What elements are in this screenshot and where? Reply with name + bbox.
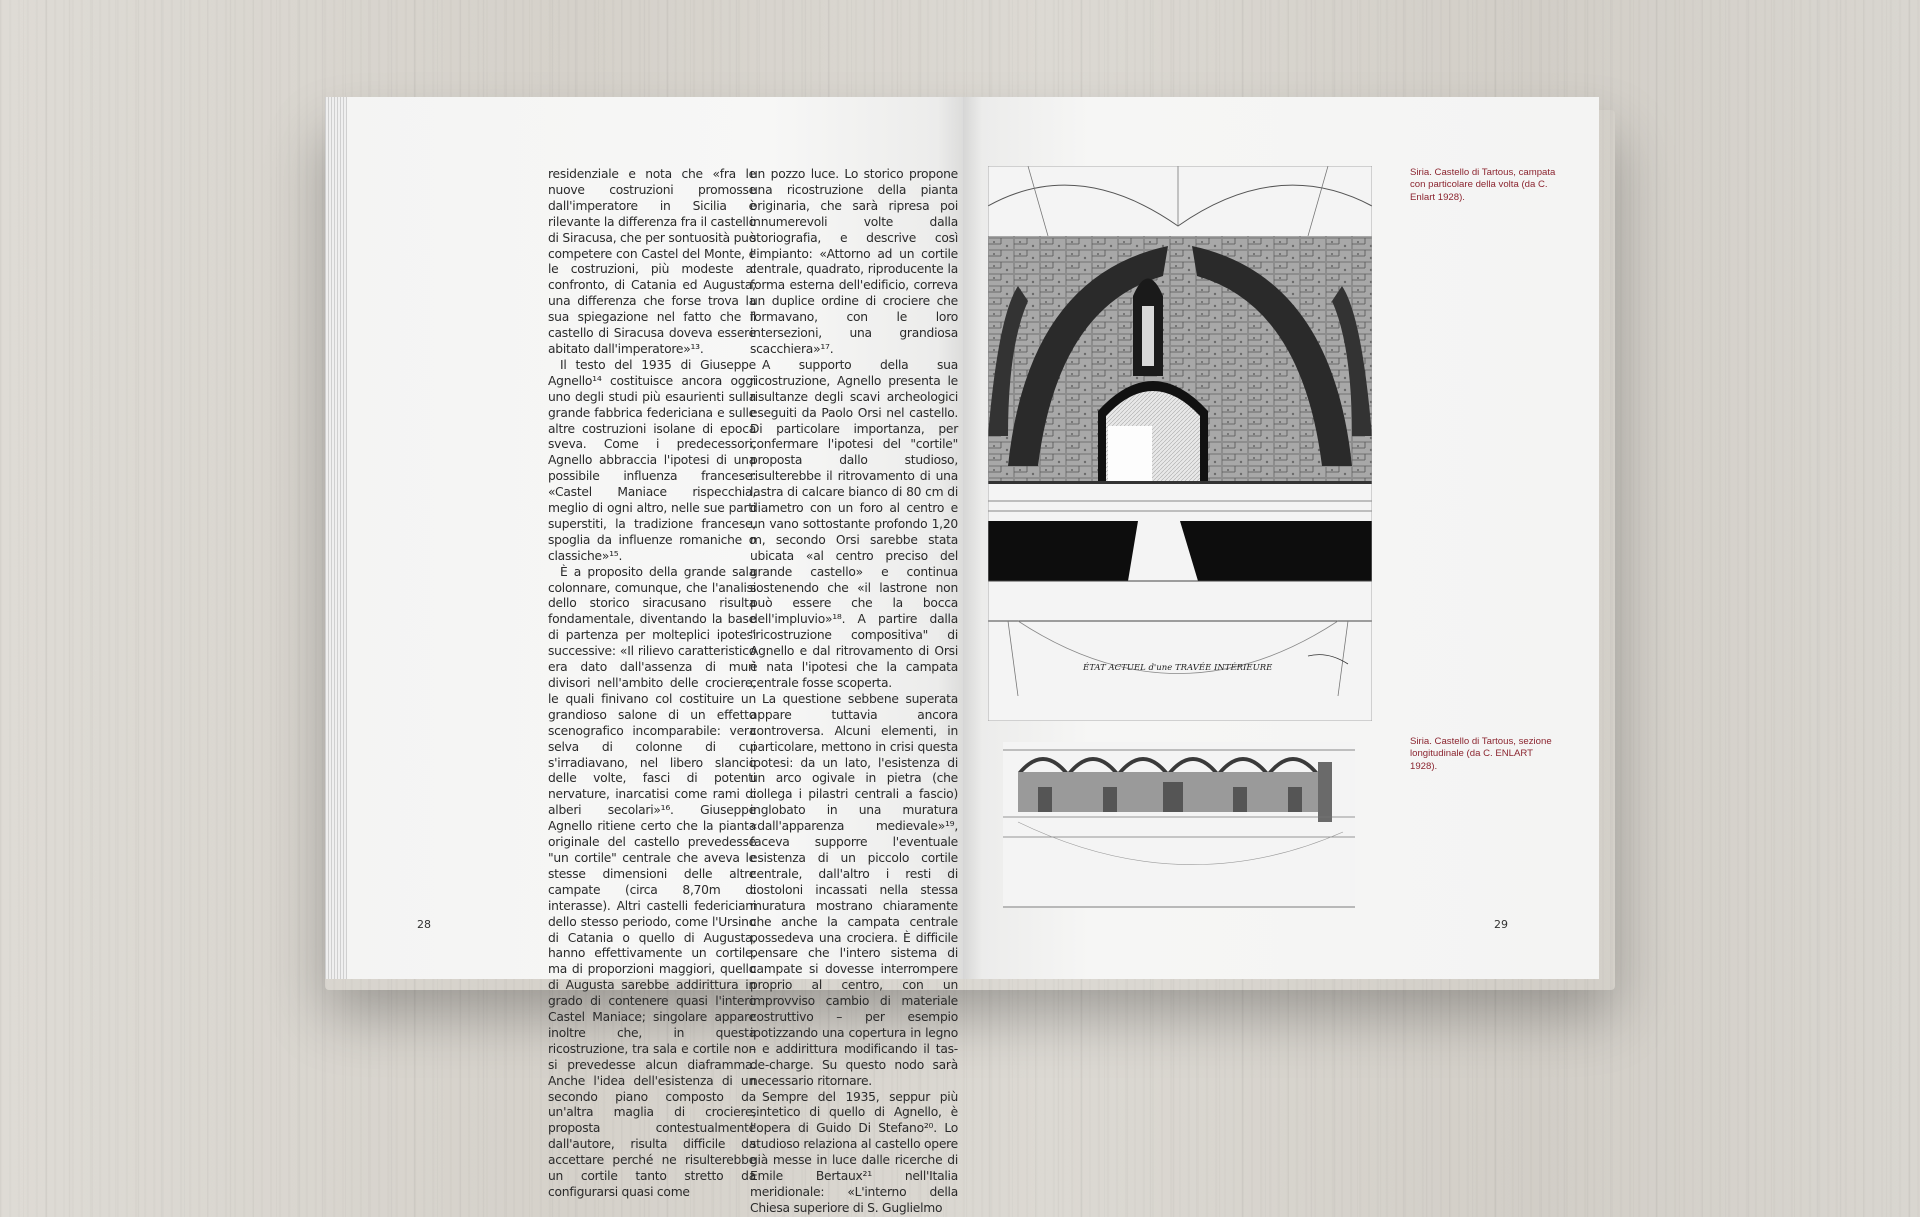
paragraph: un pozzo luce. Lo storico propone una ricostruzione della pianta originaria, che sarà ripresa poi innumerevoli volte dalla storiografia, e descrive così l'impianto: «Attorno ad un cortile centrale, quadrato, riproducente la forma esterna dell'edificio, correva un duplice ordine di crociere che formavano, con le loro intersezioni, una grandiosa scacchiera»¹⁷. (750, 167, 958, 356)
figure-caption-1: Siria. Castello di Tartous, campata con particolare della volta (da C. Enlart 1928). (1410, 167, 1556, 203)
paragraph: Il testo del 1935 di Giuseppe Agnello¹⁴ costituisce ancora oggi uno degli studi più esaurienti sulla grande fabbrica federiciana e sulle altre costruzioni isolane di epoca sveva. Come i predecessori, Agnello abbraccia l'ipotesi di una possibile influenza francese: «Castel Maniace rispecchia, meglio di ogni altro, nelle sue parti superstiti, la tradizione francese, spoglia da influenze romaniche o classiche»¹⁵. (548, 357, 756, 563)
page-edge-stack (325, 97, 347, 979)
paragraph: residenziale e nota che «fra le nuove costruzioni promosse dall'imperatore in Sicilia è rilevante la differenza fra il castello di Siracusa, che per sontuosità può competere con Castel del Monte, e le costruzioni, più modeste al confronto, di Catania ed Augusta; una differenza che forse trova la sua spiegazione nel fatto che il castello di Siracusa doveva essere abitato dall'imperatore»¹³. (548, 167, 756, 356)
figure-caption-2: Siria. Castello di Tartous, sezione longitudinale (da C. ENLART 1928). (1410, 736, 1552, 772)
paragraph: La questione sebbene superata appare tuttavia ancora controversa. Alcuni elementi, in particolare, mettono in crisi questa ipotesi: da un lato, l'esistenza di un arco ogivale in pietra (che collega i pilastri centrali a fascio) inglobato in una muratura «dall'apparenza medievale»¹⁹, faceva supporre l'eventuale esistenza di un piccolo cortile centrale, dall'altro i resti di costoloni incassati nella stessa muratura mostrano chiaramente che anche la campata centrale possedeva una crociera. È difficile pensare che l'intero sistema di campate si dovesse interrompere proprio al centro, con un improvviso cambio di materiale costruttivo – per esempio ipotizzando una copertura in legno – e addirittura modificando il tas-de-charge. Su questo nodo sarà necessario ritornare. (750, 691, 958, 1088)
drawing-label: ÉTAT ACTUEL d'une TRAVÉE INTÉRIEURE (1083, 663, 1273, 673)
paragraph: A supporto della sua ricostruzione, Agnello presenta le risultanze degli scavi archeologici eseguiti da Paolo Orsi nel castello. Di particolare importanza, per confermare l'ipotesi del "cortile" proposta dallo studioso, risulterebbe il ritrovamento di una lastra di calcare bianco di 80 cm di diametro con un foro al centro e un vano sottostante profondo 1,20 m, secondo Orsi sarebbe stata ubicata «al centro preciso del grande castello» e continua sostenendo che «il lastrone non può essere che la bocca dell'impluvio»¹⁸. A partire dalla "ricostruzione compositiva" di Agnello e dal ritrovamento di Orsi è nata l'ipotesi che la campata centrale fosse scoperta. (750, 357, 958, 690)
text-column-2 (750, 167, 958, 1217)
longitudinal-section-drawing (1003, 742, 1355, 908)
page-number-right: 29 (1494, 918, 1508, 931)
paragraph: È a proposito della grande sala colonnare, comunque, che l'analisi dello storico siracusano risulta fondamentale, diventando la base di partenza per molteplici ipotesi successive: «Il rilievo caratteristico era dato dall'assenza di muri divisori nell'ambito delle crociere, le quali finivano col costituire un grandioso salone di un effetto scenografico incomparabile: vera selva di colonne di cui s'irradiavano, nel libero slancio delle volte, fasci di potenti nervature, inarcatisi come rami di alberi secolari»¹⁶. Giuseppe Agnello ritiene certo che la pianta originale del castello prevedesse "un cortile" centrale che aveva le stesse dimensioni delle altre campate (circa 8,70m di interasse). Altri castelli federiciani dello stesso periodo, come l'Ursino di Catania o quello di Augusta, hanno effettivamente un cortile, ma di proporzioni maggiori, quello di Augusta sarebbe addirittura in grado di contenere quasi l'intero Castel Maniace; singolare appare inoltre che, in questa ricostruzione, tra sala e cortile non si prevedesse alcun diaframma. Anche l'idea dell'esistenza di un secondo piano composto da un'altra maglia di crociere, proposta contestualmente dall'autore, risulta difficile da accettare perché ne risulterebbe un cortile tanto stretto da configurarsi quasi come (548, 564, 756, 1199)
text-column-1 (548, 167, 756, 1201)
paragraph: Sempre del 1935, seppur più sintetico di quello di Agnello, è l'opera di Guido Di Stefano²⁰. Lo studioso relaziona al castello opere già messe in luce dalle ricerche di Emile Bertaux²¹ nell'Italia meridionale: «L'interno della Chiesa superiore di S. Guglielmo (750, 1089, 959, 1215)
vault-elevation-drawing (988, 166, 1372, 721)
page-number-left: 28 (417, 918, 431, 931)
